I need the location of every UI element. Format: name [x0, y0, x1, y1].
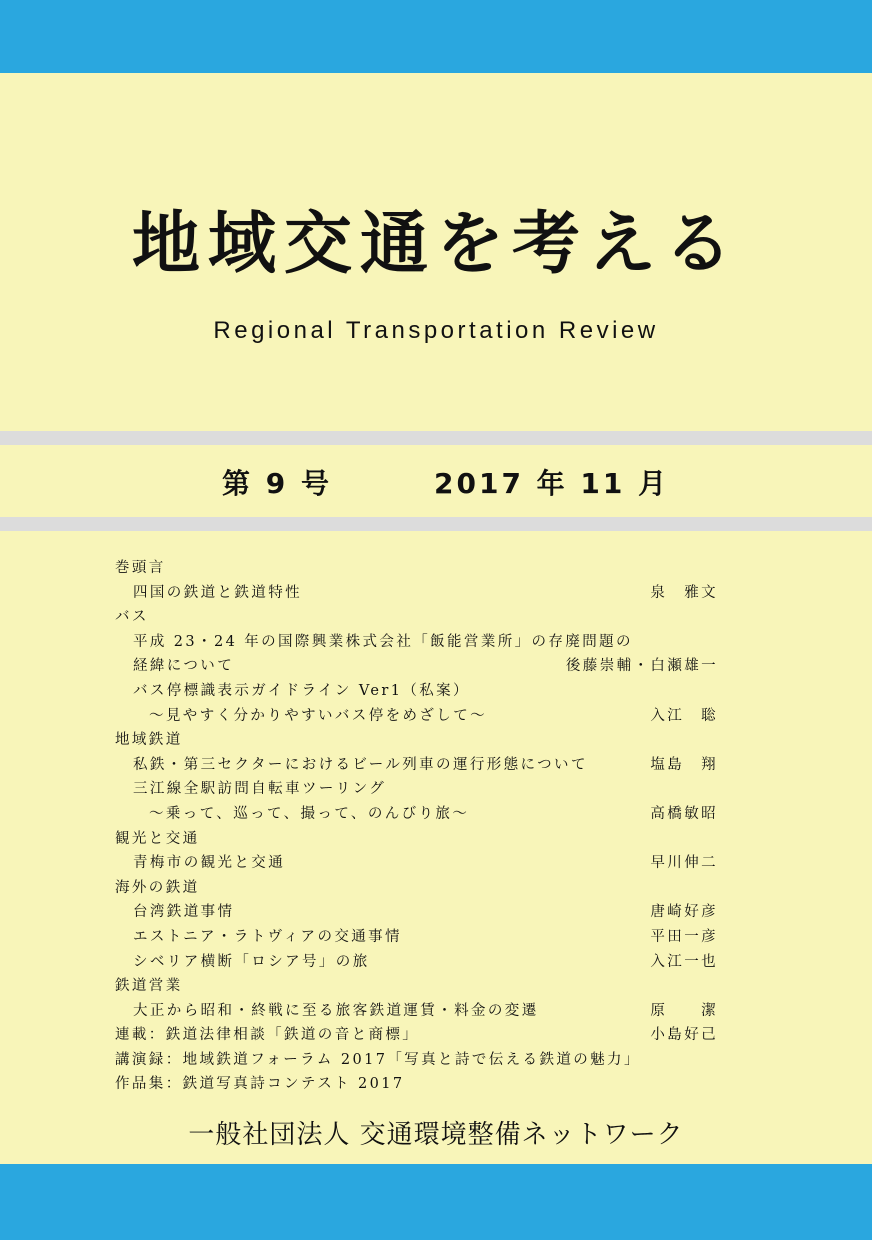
toc-title: 平成 23・24 年の国際興業株式会社「飯能営業所」の存廃問題の	[133, 633, 633, 650]
divider-bottom	[0, 517, 872, 531]
toc-title: 青梅市の観光と交通	[133, 855, 286, 872]
toc-entry	[115, 679, 718, 704]
toc-section	[115, 556, 718, 581]
toc-author: 小島好己	[650, 1027, 718, 1044]
toc-section	[115, 728, 718, 753]
toc-author: 早川伸二	[650, 855, 718, 872]
toc-title: 連載：鉄道法律相談「鉄道の音と商標」	[115, 1027, 420, 1044]
toc-author: 後藤崇輔・白瀬雄一	[565, 658, 718, 675]
toc-title: 四国の鉄道と鉄道特性	[133, 584, 302, 601]
toc-title: 三江線全駅訪問自転車ツーリング	[133, 781, 387, 798]
toc-title: 観光と交通	[115, 830, 200, 847]
toc-title: 鉄道営業	[115, 978, 183, 995]
toc-title: バス	[115, 609, 149, 626]
toc-title: エストニア・ラトヴィアの交通事情	[133, 928, 402, 945]
top-band	[0, 0, 872, 73]
toc-entry	[115, 950, 718, 975]
toc-section	[115, 876, 718, 901]
journal-subtitle: Regional Transportation Review	[213, 317, 659, 344]
toc-title: バス停標識表示ガイドライン Ver1（私案）	[133, 682, 470, 699]
toc-title: ～見やすく分かりやすいバス停をめざして～	[149, 707, 487, 724]
toc-title: 私鉄・第三セクターにおけるビール列車の運行形態について	[133, 756, 588, 773]
toc-title: 大正から昭和・終戦に至る旅客鉄道運賃・料金の変遷	[133, 1002, 539, 1019]
toc-section	[115, 827, 718, 852]
toc-entry	[115, 802, 718, 827]
toc-title: 巻頭言	[115, 560, 166, 576]
toc-author: 泉 雅文	[650, 584, 718, 601]
toc-author: 入江 聡	[650, 707, 718, 724]
toc-author: 塩島 翔	[650, 756, 718, 773]
toc-title: 講演録：地域鉄道フォーラム 2017「写真と詩で伝える鉄道の魅力」	[115, 1051, 641, 1068]
toc-title: 地域鉄道	[115, 732, 183, 749]
toc-entry	[115, 925, 718, 950]
divider-top	[0, 431, 872, 445]
toc-title: シベリア横断「ロシア号」の旅	[133, 953, 370, 970]
table-of-contents	[115, 556, 718, 1097]
bottom-band	[0, 1164, 872, 1240]
toc-title: ～乗って、巡って、撮って、のんびり旅～	[149, 805, 470, 822]
toc-section	[115, 1048, 718, 1073]
toc-section	[115, 1072, 718, 1097]
toc-entry	[115, 753, 718, 778]
toc-entry	[115, 900, 718, 925]
toc-entry	[115, 999, 718, 1024]
toc-entry	[115, 581, 718, 606]
issue-date: 2017 年 11 月	[434, 467, 670, 500]
issue-number: 第 9 号	[222, 467, 332, 500]
toc-title: 作品集：鉄道写真詩コンテスト 2017	[115, 1076, 405, 1093]
toc-section	[115, 1023, 718, 1048]
toc-author: 高橋敏昭	[650, 805, 718, 822]
toc-author: 平田一彦	[650, 928, 718, 945]
toc-title: 経緯について	[133, 658, 235, 675]
journal-title: 地域交通を考える	[131, 205, 740, 284]
toc-author: 唐崎好彦	[650, 904, 718, 921]
toc-entry	[115, 654, 718, 679]
toc-author: 入江一也	[650, 953, 718, 970]
publisher: 一般社団法人 交通環境整備ネットワーク	[188, 1120, 684, 1150]
toc-entry	[115, 777, 718, 802]
toc-entry	[115, 704, 718, 729]
toc-section	[115, 605, 718, 630]
toc-entry	[115, 630, 718, 655]
toc-author: 原 潔	[650, 1002, 718, 1019]
toc-section	[115, 974, 718, 999]
toc-title: 台湾鉄道事情	[133, 904, 235, 921]
toc-title: 海外の鉄道	[115, 879, 200, 896]
toc-entry	[115, 851, 718, 876]
